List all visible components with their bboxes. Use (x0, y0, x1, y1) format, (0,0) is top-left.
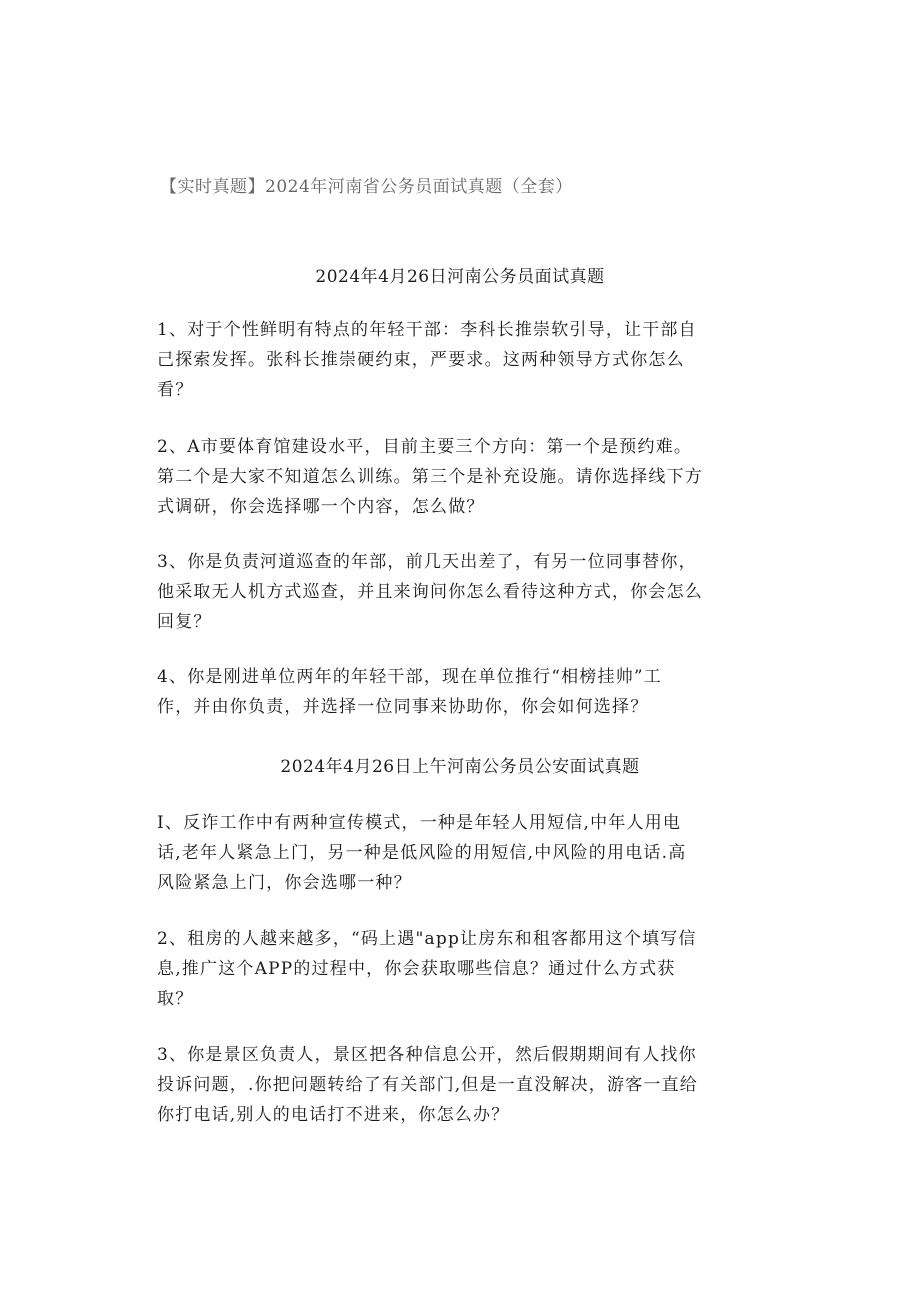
question-item (157, 1040, 767, 1130)
question-line: 取？ (157, 989, 194, 1009)
question-line: 回复？ (157, 612, 212, 632)
question-item (157, 547, 767, 637)
question-line: 1、对于个性鲜明有特点的年轻干部：李科长推崇软引导，让干部自 (157, 320, 697, 340)
question-line: 作，并由你负责，并选择一位同事来协助你，你会如何选择？ (157, 697, 649, 717)
question-line: 3、你是负责河道巡查的年部，前几天出差了，有另一位同事替你， (157, 552, 697, 572)
question-line: 式调研，你会选择哪一个内容，怎么做？ (157, 497, 485, 517)
question-item (157, 315, 767, 405)
question-item (157, 808, 767, 898)
section-heading: 2024年4月26日上午河南公务员公安面试真题 (280, 757, 640, 777)
question-line: I、反诈工作中有两种宣传模式，一种是年轻人用短信,中年人用电 (157, 813, 682, 833)
question-item (157, 924, 767, 1014)
question-line: 4、你是刚进单位两年的年轻干部，现在单位推行“相榜挂帅”工 (157, 667, 662, 687)
question-line: 话,老年人紧急上门，另一种是低风险的用短信,中风险的用电话.高 (157, 843, 687, 863)
question-line: 息,推广这个APP的过程中，你会获取哪些信息？通过什么方式获 (157, 959, 676, 979)
question-item (157, 432, 767, 522)
question-item (157, 662, 767, 722)
question-line: 2、租房的人越来越多，“码上遇"app让房东和租客都用这个填写信 (157, 929, 697, 949)
question-line: 己探索发挥。张科长推崇硬约束，严要求。这两种领导方式你怎么 (157, 350, 685, 370)
question-line: 风险紧急上门，你会选哪一种？ (157, 873, 412, 893)
question-line: 2、A市要体育馆建设水平，目前主要三个方向：第一个是预约难。 (157, 437, 693, 457)
question-line: 3、你是景区负责人，景区把各种信息公开，然后假期期间有人找你 (157, 1045, 697, 1065)
question-line: 看？ (157, 380, 194, 400)
question-line: 你打电话,别人的电话打不进来，你怎么办？ (157, 1105, 510, 1125)
section-heading: 2024年4月26日河南公务员面试真题 (315, 267, 605, 287)
question-line: 投诉问题，.你把问题转给了有关部门,但是一直没解决，游客一直给 (157, 1075, 699, 1095)
document-title: 【实时真题】2024年河南省公务员面试真题（全套） (160, 177, 573, 197)
question-line: 他采取无人机方式巡查，并且来询问你怎么看待这种方式，你会怎么 (157, 582, 703, 602)
question-line: 第二个是大家不知道怎么训练。第三个是补充设施。请你选择线下方 (157, 467, 703, 487)
